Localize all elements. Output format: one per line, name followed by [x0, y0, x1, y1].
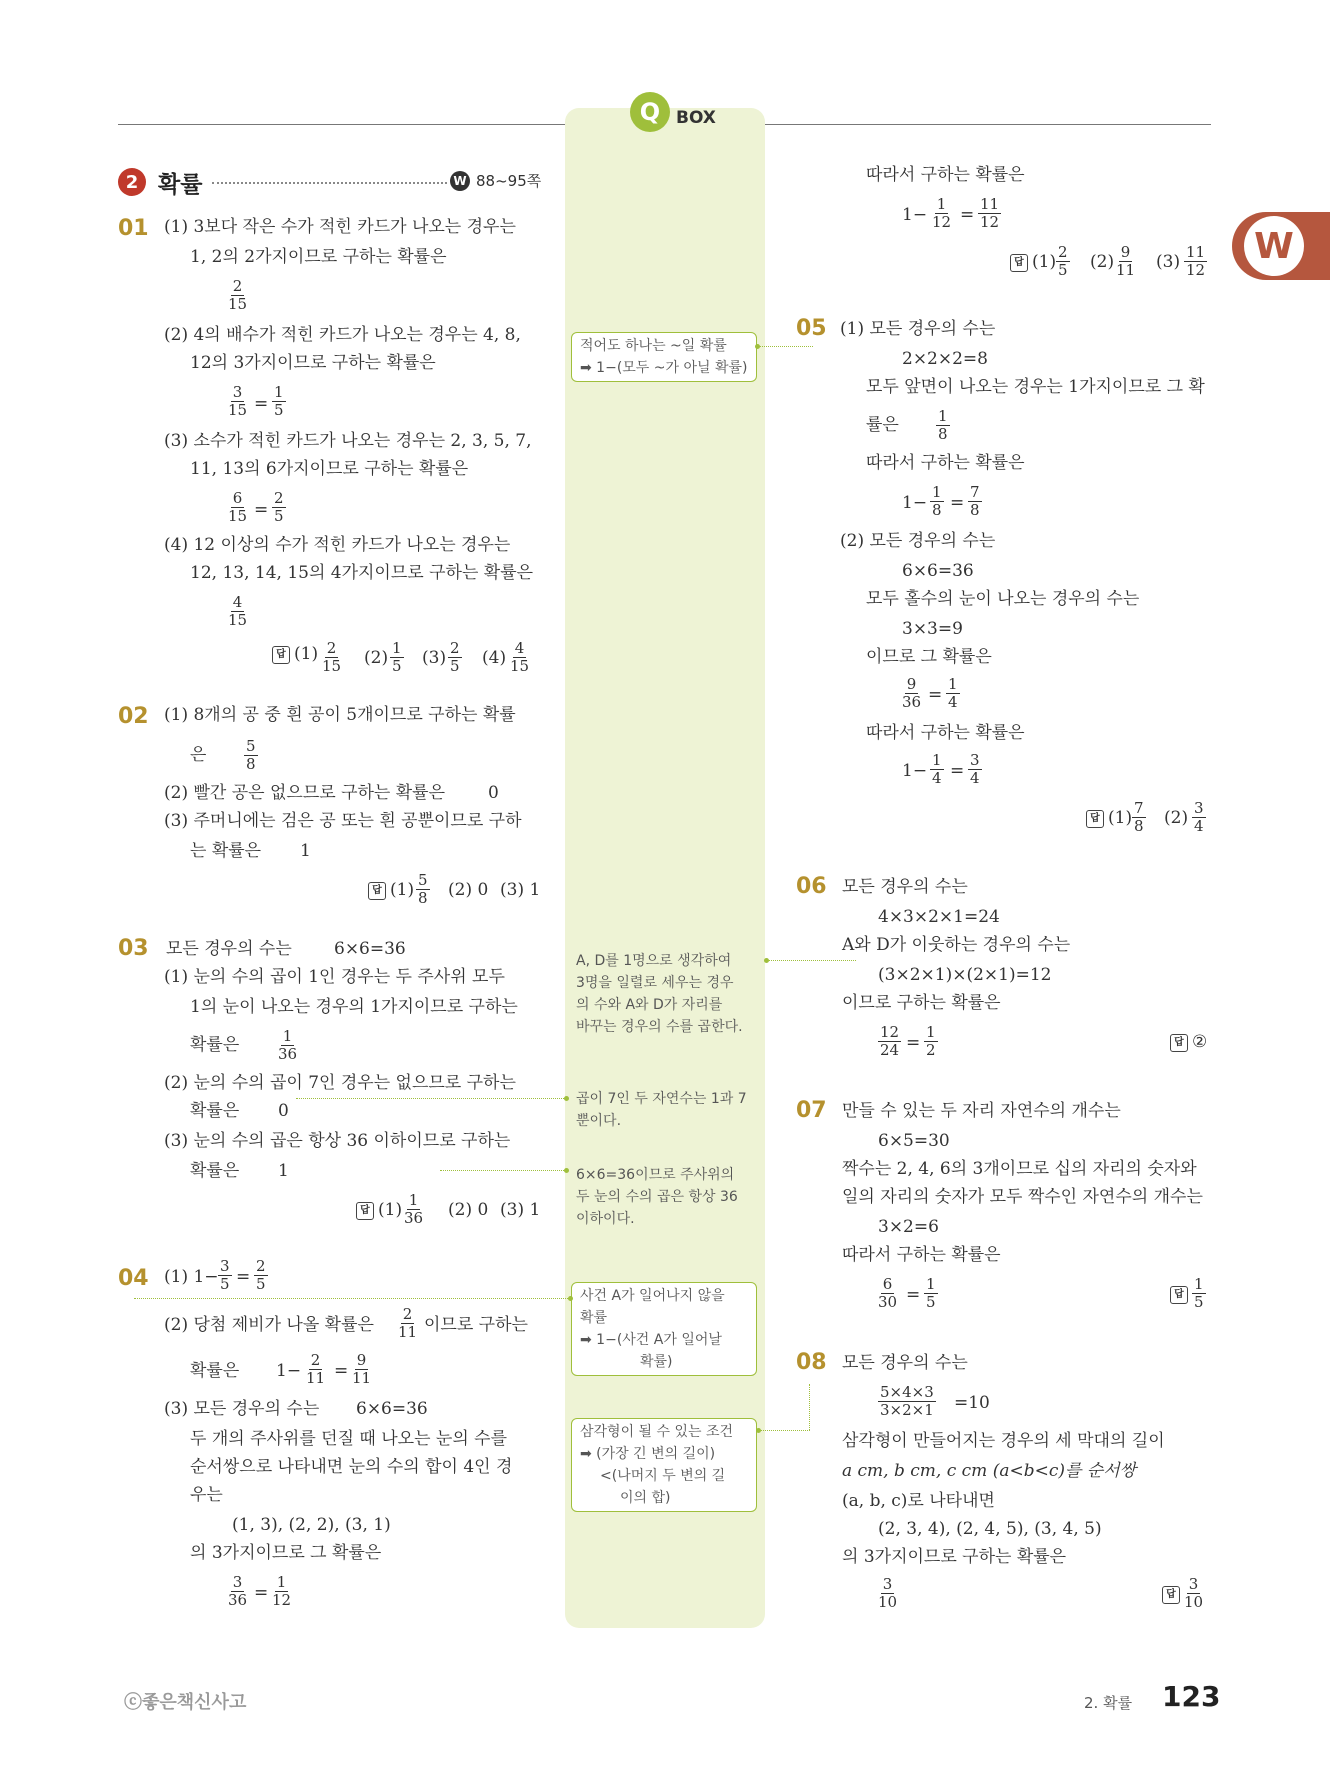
p03-line: (3) 눈의 수의 곱은 항상 36 이하이므로 구하는 [164, 1131, 511, 1151]
p03-value: 6×6=36 [334, 939, 406, 959]
p03-answer: 답 (1) [356, 1200, 402, 1220]
p05-line: 1− [902, 761, 928, 781]
p08-line: 모든 경우의 수는 [842, 1353, 968, 1373]
p04-line: 확률은 [190, 1361, 240, 1381]
p08-line: 의 3가지이므로 구하는 확률은 [842, 1547, 1067, 1567]
p08-line: =10 [954, 1393, 990, 1413]
connector-03-2 [296, 1098, 566, 1099]
p04-fraction: $\frac{9}{11}$ [352, 1351, 372, 1387]
p05-line: 3×3=9 [902, 619, 963, 639]
p01-eq: = [254, 500, 269, 520]
p06-line: 모든 경우의 수는 [842, 877, 968, 897]
p01-line: (2) 4의 배수가 적힌 카드가 나오는 경우는 4, 8, [164, 325, 521, 345]
p07-line: 만들 수 있는 두 자리 자연수의 개수는 [842, 1101, 1121, 1121]
p04-line: 의 3가지이므로 그 확률은 [190, 1543, 382, 1563]
p06-line: (3×2×1)×(2×1)=12 [878, 965, 1052, 985]
q-box-label: BOX [676, 108, 716, 128]
p03-value: 0 [278, 1101, 289, 1121]
p03-line: 1의 눈이 나오는 경우의 1가지이므로 구하는 [190, 997, 518, 1017]
connector-dot [756, 1428, 761, 1433]
note-triangle: 삼각형이 될 수 있는 조건 ➡ (가장 긴 변의 길이) <(나머지 두 변의 길 이의 합) [571, 1418, 757, 1512]
p01-line: 11, 13의 6가지이므로 구하는 확률은 [190, 459, 469, 479]
note-product-seven: 곱이 7인 두 자연수는 1과 7 뿐이다. [576, 1091, 747, 1129]
p05-answer-frac: $\frac{7}{8}$ [1134, 799, 1144, 835]
p05-line: 2×2×2=8 [902, 349, 988, 369]
rtop-answer: 답 (1) [1010, 252, 1056, 272]
p02-answer-frac: $\frac{5}{8}$ [418, 871, 428, 907]
section-page-range: 88~95쪽 [476, 172, 542, 190]
p07-line: 6×5=30 [878, 1131, 950, 1151]
problem-number-01: 01 [118, 216, 149, 241]
p02-line: 은 [190, 745, 207, 765]
p01-line: (4) 12 이상의 수가 적힌 카드가 나오는 경우는 [164, 535, 511, 555]
p01-answer: (3) [422, 648, 447, 668]
p05-fraction: $\frac{1}{8}$ [932, 483, 942, 519]
note-adjacent: A, D를 1명으로 생각하여 3명을 일렬로 세우는 경우 의 수와 A와 D가 자리를 바꾸는 경우의 수를 곱한다. [576, 953, 743, 1035]
connector-dot [764, 958, 769, 963]
rtop-answer: (3) [1156, 252, 1181, 272]
p01-answer: (2) [364, 648, 389, 668]
p03-line: (1) 눈의 수의 곱이 1인 경우는 두 주사위 모두 [164, 967, 505, 987]
rtop-line: 따라서 구하는 확률은 [866, 165, 1025, 185]
p08-answer-frac: $\frac{3}{10}$ [1184, 1575, 1204, 1611]
p03-line: (2) 눈의 수의 곱이 7인 경우는 없으므로 구하는 [164, 1073, 516, 1093]
answer-icon: 답 [1170, 1286, 1188, 1304]
p02-line: 는 확률은 [190, 841, 262, 861]
connector-03-3 [440, 1170, 566, 1171]
p05-line: 이므로 그 확률은 [866, 647, 992, 667]
p03-answer-frac: $\frac{1}{36}$ [404, 1191, 424, 1227]
problem-number-04: 04 [118, 1266, 149, 1291]
p04-fraction: $\frac{1}{12}$ [272, 1573, 292, 1609]
w-tab-icon: W [1244, 216, 1304, 276]
p06-line: A와 D가 이웃하는 경우의 수는 [842, 935, 1071, 955]
p01-fraction: $\frac{6}{15}$ [228, 489, 248, 525]
p01-answer: 답 (1) [272, 644, 318, 664]
p01-line: 12의 3가지이므로 구하는 확률은 [190, 353, 436, 373]
p03-answer: (2) 0 [448, 1200, 489, 1220]
p06-line: 4×3×2×1=24 [878, 907, 1000, 927]
connector-dot [755, 344, 760, 349]
p07-line: 따라서 구하는 확률은 [842, 1245, 1001, 1265]
p01-fraction: $\frac{1}{5}$ [274, 383, 284, 419]
p05-line: 따라서 구하는 확률은 [866, 723, 1025, 743]
p04-line: 이므로 구하는 [424, 1315, 528, 1335]
rtop-line: 1− [902, 205, 928, 225]
problem-number-06: 06 [796, 874, 827, 899]
p02-answer: (3) 1 [500, 880, 541, 900]
p05-line: 따라서 구하는 확률은 [866, 453, 1025, 473]
answer-icon: 답 [368, 882, 386, 900]
w-book-icon: W [450, 171, 470, 191]
p01-fraction: $\frac{2}{5}$ [274, 489, 284, 525]
p06-answer: 답 ② [1170, 1032, 1207, 1052]
answer-icon: 답 [1170, 1034, 1188, 1052]
q-box-icon: Q [630, 92, 670, 132]
connector-06 [766, 960, 856, 961]
p01-fraction: $\frac{4}{15}$ [228, 593, 248, 629]
p02-line: (1) 8개의 공 중 흰 공이 5개이므로 구하는 확률 [164, 705, 516, 725]
p07-eq: = [906, 1285, 921, 1305]
connector-dot [564, 1096, 569, 1101]
p04-fraction: $\frac{2}{11}$ [306, 1351, 326, 1387]
p05-answer-frac: $\frac{3}{4}$ [1194, 799, 1204, 835]
p02-answer: 답 (1) [368, 880, 414, 900]
p08-line: a cm, b cm, c cm (a<b<c)를 순서쌍 [842, 1461, 1137, 1481]
note-complement: 사건 A가 일어나지 않을 확률 ➡ 1−(사건 A가 일어날 확률) [571, 1282, 757, 1376]
connector-05 [757, 346, 813, 347]
answer-icon: 답 [272, 646, 290, 664]
p08-line: (a, b, c)로 나타내면 [842, 1491, 995, 1511]
p07-fraction: $\frac{1}{5}$ [926, 1275, 936, 1311]
p03-value: 1 [278, 1161, 289, 1181]
p05-answer: 답 (1) [1086, 808, 1132, 828]
rtop-answer-frac: $\frac{9}{11}$ [1116, 243, 1136, 279]
p03-line: 확률은 [190, 1101, 240, 1121]
p02-line: (2) 빨간 공은 없으므로 구하는 확률은 [164, 783, 446, 803]
section-number-badge: 2 [118, 168, 146, 196]
problem-number-03: 03 [118, 936, 149, 961]
answer-icon: 답 [1162, 1586, 1180, 1604]
p05-answer: (2) [1164, 808, 1189, 828]
p04-value: 6×6=36 [356, 1399, 428, 1419]
p02-value: 0 [488, 783, 499, 803]
p01-answer-frac: $\frac{1}{5}$ [392, 639, 402, 675]
p04-line: 두 개의 주사위를 던질 때 나오는 눈의 수를 [190, 1429, 508, 1449]
p05-line: 1− [902, 493, 928, 513]
connector-dot [568, 1296, 573, 1301]
p04-line: (3) 모든 경우의 수는 [164, 1399, 320, 1419]
rtop-answer: (2) [1090, 252, 1115, 272]
p07-answer [1170, 1284, 1192, 1304]
p05-line: 률은 [866, 415, 899, 435]
p01-line: (3) 소수가 적힌 카드가 나오는 경우는 2, 3, 5, 7, [164, 431, 532, 451]
p05-fraction: $\frac{9}{36}$ [902, 675, 922, 711]
p07-line: 일의 자리의 숫자가 모두 짝수인 자연수의 개수는 [842, 1187, 1203, 1207]
p03-line: 모든 경우의 수는 [166, 939, 292, 959]
p04-fraction: $\frac{2}{11}$ [398, 1305, 418, 1341]
p03-line: 확률은 [190, 1161, 240, 1181]
p04-fraction: $\frac{3}{36}$ [228, 1573, 248, 1609]
p05-eq: = [950, 493, 965, 513]
p06-eq: = [906, 1033, 921, 1053]
connector-04 [134, 1298, 570, 1299]
answer-icon: 답 [356, 1202, 374, 1220]
p07-line: 3×2=6 [878, 1217, 939, 1237]
rtop-fraction: $\frac{11}{12}$ [980, 195, 1000, 231]
p04-line: (1, 3), (2, 2), (3, 1) [232, 1515, 391, 1535]
p04-line: 순서쌍으로 나타내면 눈의 수의 합이 4인 경 [190, 1457, 513, 1477]
publisher-logo: ⓒ좋은책신사고 [124, 1692, 247, 1713]
problem-number-08: 08 [796, 1350, 827, 1375]
p01-answer-frac: $\frac{2}{5}$ [450, 639, 460, 675]
p05-fraction: $\frac{3}{4}$ [970, 751, 980, 787]
p02-answer: (2) 0 [448, 880, 489, 900]
section-leader-dots [212, 182, 447, 184]
p01-answer: (4) [482, 648, 507, 668]
p05-fraction: $\frac{1}{4}$ [932, 751, 942, 787]
p02-value: 1 [300, 841, 311, 861]
p05-line: 모두 홀수의 눈이 나오는 경우의 수는 [866, 589, 1140, 609]
p05-line: 모두 앞면이 나오는 경우는 1가지이므로 그 확 [866, 377, 1205, 397]
p08-fraction: $\frac{5\times 4\times 3}{3\times 2\times 1}$ [880, 1383, 934, 1419]
p06-line: 이므로 구하는 확률은 [842, 993, 1001, 1013]
p01-line: 12, 13, 14, 15의 4가지이므로 구하는 확률은 [190, 563, 534, 583]
p04-fraction: $\frac{3}{5}$ [220, 1257, 230, 1293]
connector-08-v [809, 1384, 810, 1430]
p05-eq: = [928, 685, 943, 705]
p08-line: (2, 3, 4), (2, 4, 5), (3, 4, 5) [878, 1519, 1102, 1539]
problem-number-05: 05 [796, 316, 827, 341]
p08-line: 삼각형이 만들어지는 경우의 세 막대의 길이 [842, 1431, 1165, 1451]
p07-fraction: $\frac{6}{30}$ [878, 1275, 898, 1311]
p03-answer: (3) 1 [500, 1200, 541, 1220]
page-number: 123 [1162, 1680, 1221, 1713]
connector-08 [758, 1430, 810, 1431]
connector-dot [564, 1168, 569, 1173]
section-title: 확률 [158, 171, 203, 197]
p01-answer-frac: $\frac{4}{15}$ [510, 639, 530, 675]
p05-fraction: $\frac{1}{4}$ [948, 675, 958, 711]
p05-fraction: $\frac{7}{8}$ [970, 483, 980, 519]
p04-fraction: $\frac{2}{5}$ [256, 1257, 266, 1293]
chapter-label: 2. 확률 [1084, 1694, 1133, 1712]
p01-line: 1, 2의 2가지이므로 구하는 확률은 [190, 247, 447, 267]
p04-line: 1− [276, 1361, 302, 1381]
note-product-max: 6×6=36이므로 주사위의 두 눈의 수의 곱은 항상 36 이하이다. [576, 1167, 738, 1227]
p08-fraction: $\frac{3}{10}$ [878, 1575, 898, 1611]
answer-icon: 답 [1086, 810, 1104, 828]
problem-number-02: 02 [118, 704, 149, 729]
problem-number-07: 07 [796, 1098, 827, 1123]
rtop-answer-frac: $\frac{11}{12}$ [1186, 243, 1206, 279]
rtop-fraction: $\frac{1}{12}$ [932, 195, 952, 231]
p08-answer [1162, 1584, 1184, 1604]
p04-line: 우는 [190, 1485, 223, 1505]
rtop-answer-frac: $\frac{2}{5}$ [1058, 243, 1068, 279]
p05-line: (1) 모든 경우의 수는 [840, 319, 996, 339]
p07-line: 짝수는 2, 4, 6의 3개이므로 십의 자리의 숫자와 [842, 1159, 1197, 1179]
p06-fraction: $\frac{1}{2}$ [926, 1023, 936, 1059]
p05-eq: = [950, 761, 965, 781]
rtop-eq: = [960, 205, 975, 225]
p03-line: 확률은 [190, 1035, 240, 1055]
p05-fraction: $\frac{1}{8}$ [938, 407, 948, 443]
p01-line: (1) 3보다 작은 수가 적힌 카드가 나오는 경우는 [164, 217, 516, 237]
p06-fraction: $\frac{12}{24}$ [880, 1023, 900, 1059]
p01-fraction: $\frac{3}{15}$ [228, 383, 248, 419]
p07-answer-frac: $\frac{1}{5}$ [1194, 1275, 1204, 1311]
p03-fraction: $\frac{1}{36}$ [278, 1027, 298, 1063]
p05-line: 6×6=36 [902, 561, 974, 581]
p04-line: (1) 1− [164, 1267, 219, 1287]
p04-eq: = [236, 1267, 251, 1287]
note-at-least-one: 적어도 하나는 ~일 확률 ➡ 1−(모두 ~가 아닐 확률) [571, 332, 757, 382]
p01-answer-frac: $\frac{2}{15}$ [322, 639, 342, 675]
p04-eq: = [334, 1361, 349, 1381]
p02-fraction: $\frac{5}{8}$ [246, 737, 256, 773]
p04-eq: = [254, 1583, 269, 1603]
p05-line: (2) 모든 경우의 수는 [840, 531, 996, 551]
p02-line: (3) 주머니에는 검은 공 또는 흰 공뿐이므로 구하 [164, 811, 522, 831]
answer-icon: 답 [1010, 254, 1028, 272]
p01-eq: = [254, 394, 269, 414]
p04-line: (2) 당첨 제비가 나올 확률은 [164, 1315, 374, 1335]
p01-fraction: $\frac{2}{15}$ [228, 277, 248, 313]
